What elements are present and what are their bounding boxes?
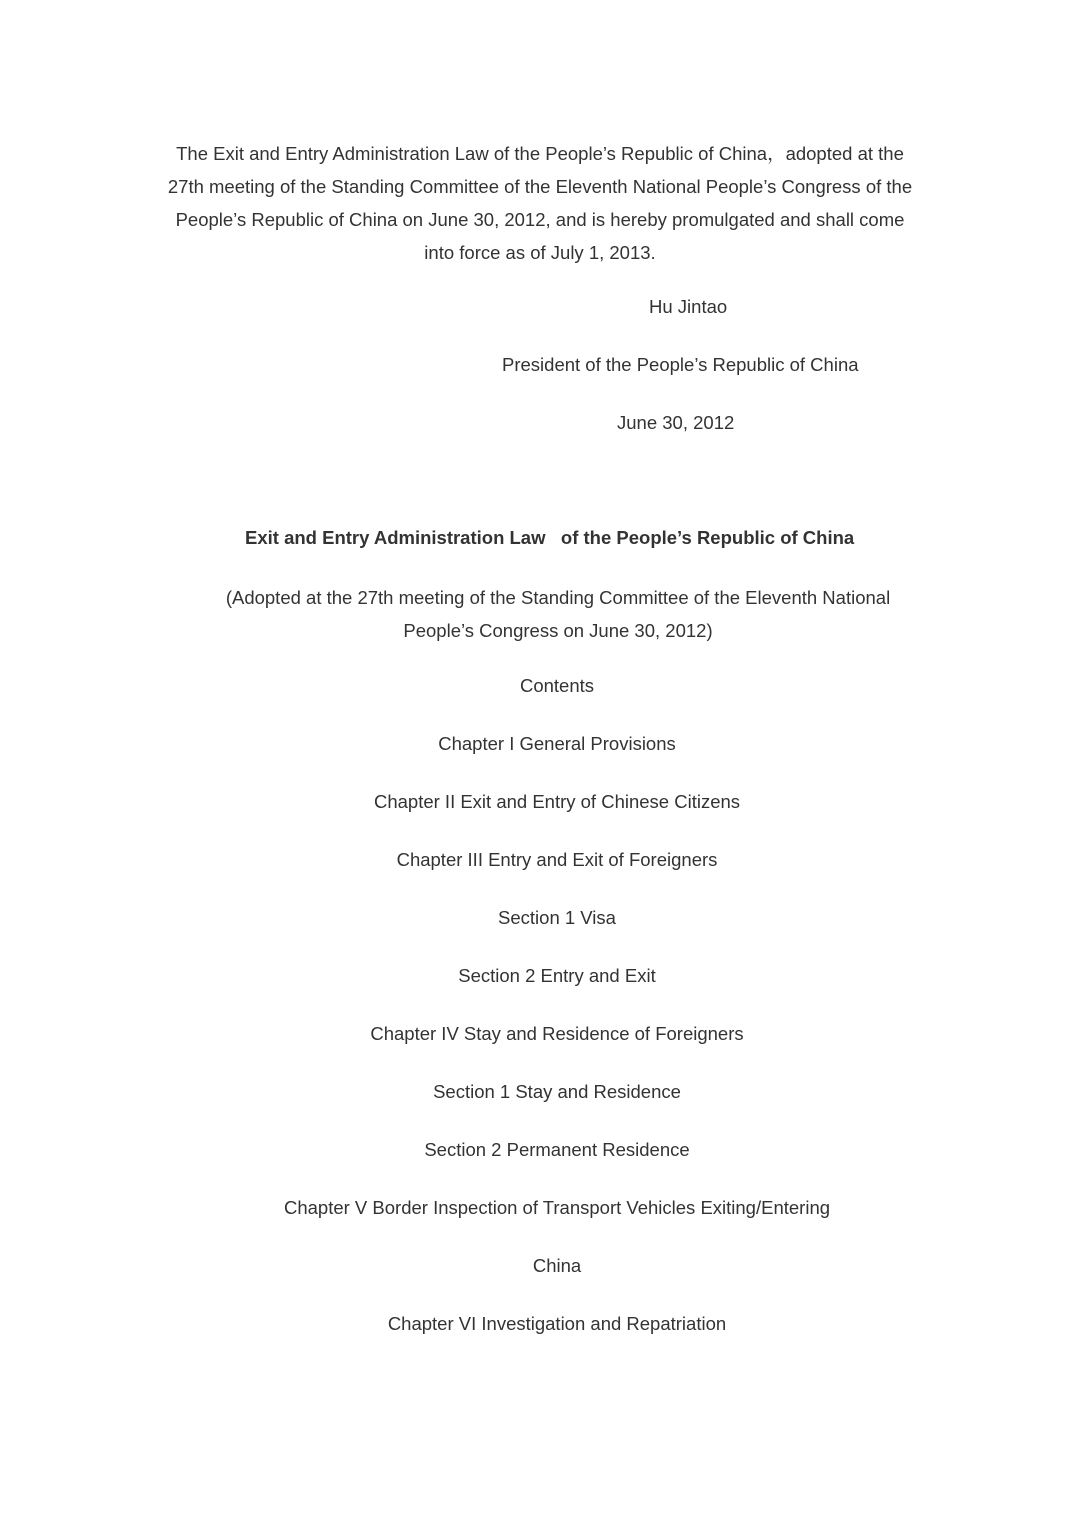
adoption-note: (Adopted at the 27th meeting of the Standing Committee of the Eleventh National People’s Congress on June 30, 2012) <box>225 587 891 641</box>
toc-item: Chapter V Border Inspection of Transport Vehicles Exiting/Entering <box>283 1197 831 1218</box>
signature-date: June 30, 2012 <box>617 412 735 433</box>
toc-item: Chapter I General Provisions <box>438 733 676 754</box>
toc-item: Chapter II Exit and Entry of Chinese Citizens <box>373 791 741 812</box>
toc-item: Chapter III Entry and Exit of Foreigners <box>396 849 718 870</box>
toc-item: China <box>532 1255 582 1276</box>
law-title: Exit and Entry Administration Law of the People’s Republic of China <box>245 527 855 548</box>
toc-item: Chapter VI Investigation and Repatriation <box>387 1313 727 1334</box>
toc-item: Section 2 Entry and Exit <box>458 965 656 986</box>
table-of-contents <box>0 673 1074 1369</box>
contents-heading: Contents <box>519 675 595 696</box>
signatory-name: Hu Jintao <box>649 296 728 317</box>
promulgation-paragraph: The Exit and Entry Administration Law of the People’s Republic of China，adopted at the 27th meeting of the Standing Committee of the Eleventh National People’s Congress of the People’s Republic of China on June 30, 2012, and is hereby promulgated and shall come into force as of July 1, 2013. <box>167 143 913 263</box>
signatory-title: President of the People’s Republic of China <box>502 354 859 375</box>
toc-item: Section 1 Stay and Residence <box>433 1081 681 1102</box>
toc-item: Section 2 Permanent Residence <box>424 1139 690 1160</box>
toc-item: Chapter IV Stay and Residence of Foreigners <box>370 1023 744 1044</box>
toc-item: Section 1 Visa <box>498 907 616 928</box>
